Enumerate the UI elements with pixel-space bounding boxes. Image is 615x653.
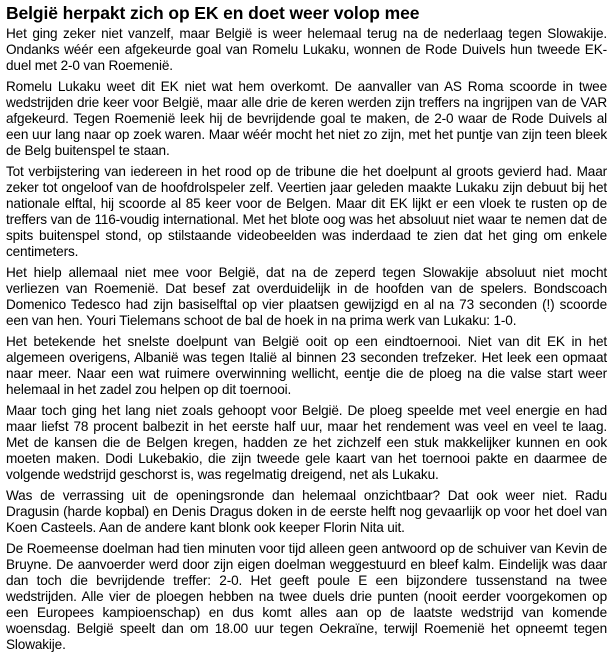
paragraph-6: Maar toch ging het lang niet zoals gehoopt voor België. De ploeg speelde met veel energie en had maar liefst 78 procent balbezit in het eerste half uur, maar het rendement was veel en veel te laag. Met de kansen die de Belgen kregen, hadden ze het zichzelf een stuk makkelijker kunnen en ook moeten maken. Dodi Lukebakio, die zijn tweede gele kaart van het toernooi pakte en daarmee de volgende wedstrijd geschorst is, was regelmatig dreigend, net als Lukaku. bbox=[6, 403, 607, 482]
paragraph-7: Was de verrassing uit de openingsronde dan helemaal onzichtbaar? Dat ook weer niet. Radu Dragusin (harde kopbal) en Denis Dragus doken in de eerste helft nog gevaarlijk op voor het doel van Koen Casteels. Aan de andere kant blonk ook keeper Florin Nita uit. bbox=[6, 488, 607, 535]
article-title: België herpakt zich op EK en doet weer volop mee bbox=[6, 3, 420, 23]
paragraph-4: Het hielp allemaal niet mee voor België, dat na de zeperd tegen Slowakije absoluut niet mocht verliezen van Roemenië. Dat besef zat overduidelijk in de hoofden van de spelers. Bondscoach Domenico Tedesco had zijn basiselftal op vier plaatsen gewijzigd en al na 73 seconden (!) scoorde een van hen. Youri Tielemans schoot de bal de hoek in na prima werk van Lukaku: 1-0. bbox=[6, 265, 607, 328]
paragraph-5: Het betekende het snelste doelpunt van België ooit op een eindtoernooi. Niet van dit EK in het algemeen overigens, Albanië was tegen Italië al binnen 23 seconden trefzeker. Het leek een opmaat naar meer. Naar een wat ruimere overwinning wellicht, eentje die de ploeg na die valse start weer helemaal in het zadel zou helpen op dit toernooi. bbox=[6, 334, 607, 397]
paragraph-3: Tot verbijstering van iedereen in het rood op de tribune die het doelpunt al groots gevierd had. Maar zeker tot ongeloof van de hoofdrolspeler zelf. Veertien jaar geleden maakte Lukaku zijn debuut bij het nationale elftal, hij scoorde al 85 keer voor de Belgen. Maar dit EK lijkt er een vloek te rusten op de treffers van de 116-voudig international. Met het blote oog was het absoluut niet waar te nemen dat de spits buitenspel stond, op stilstaande videobeelden was inderdaad te zien dat het ging om enkele centimeters. bbox=[6, 164, 607, 259]
paragraph-8: De Roemeense doelman had tien minuten voor tijd alleen geen antwoord op de schuiver van Kevin de Bruyne. De aanvoerder werd door zijn eigen doelman weggestuurd en bleef kalm. Eindelijk was daar dan toch die bevrijdende treffer: 2-0. Het geeft poule E een bijzondere tussenstand na twee wedstrijden. Alle vier de ploegen hebben na twee duels drie punten (nooit eerder voorgekomen op een Europees kampioenschap) en dus komt alles aan op de laatste wedstrijd van komende woensdag. België speelt dan om 18.00 uur tegen Oekraïne, terwijl Roemenië het opneemt tegen Slowakije. bbox=[6, 541, 607, 652]
paragraph-2: Romelu Lukaku weet dit EK niet wat hem overkomt. De aanvaller van AS Roma scoorde in twee wedstrijden drie keer voor België, maar alle drie de keren werden zijn treffers na ingrijpen van de VAR afgekeurd. Tegen Roemenië leek hij de bevrijdende goal te maken, de 2-0 waar de Rode Duivels al een uur lang naar op zoek waren. Maar wéér mocht het niet zo zijn, met het puntje van zijn teen bleek de Belg buitenspel te staan. bbox=[6, 79, 607, 158]
paragraph-1: Het ging zeker niet vanzelf, maar België is weer helemaal terug na de nederlaag tegen Slowakije. Ondanks wéér een afgekeurde goal van Romelu Lukaku, wonnen de Rode Duivels hun tweede EK-duel met 2-0 van Roemenië. bbox=[6, 26, 607, 73]
